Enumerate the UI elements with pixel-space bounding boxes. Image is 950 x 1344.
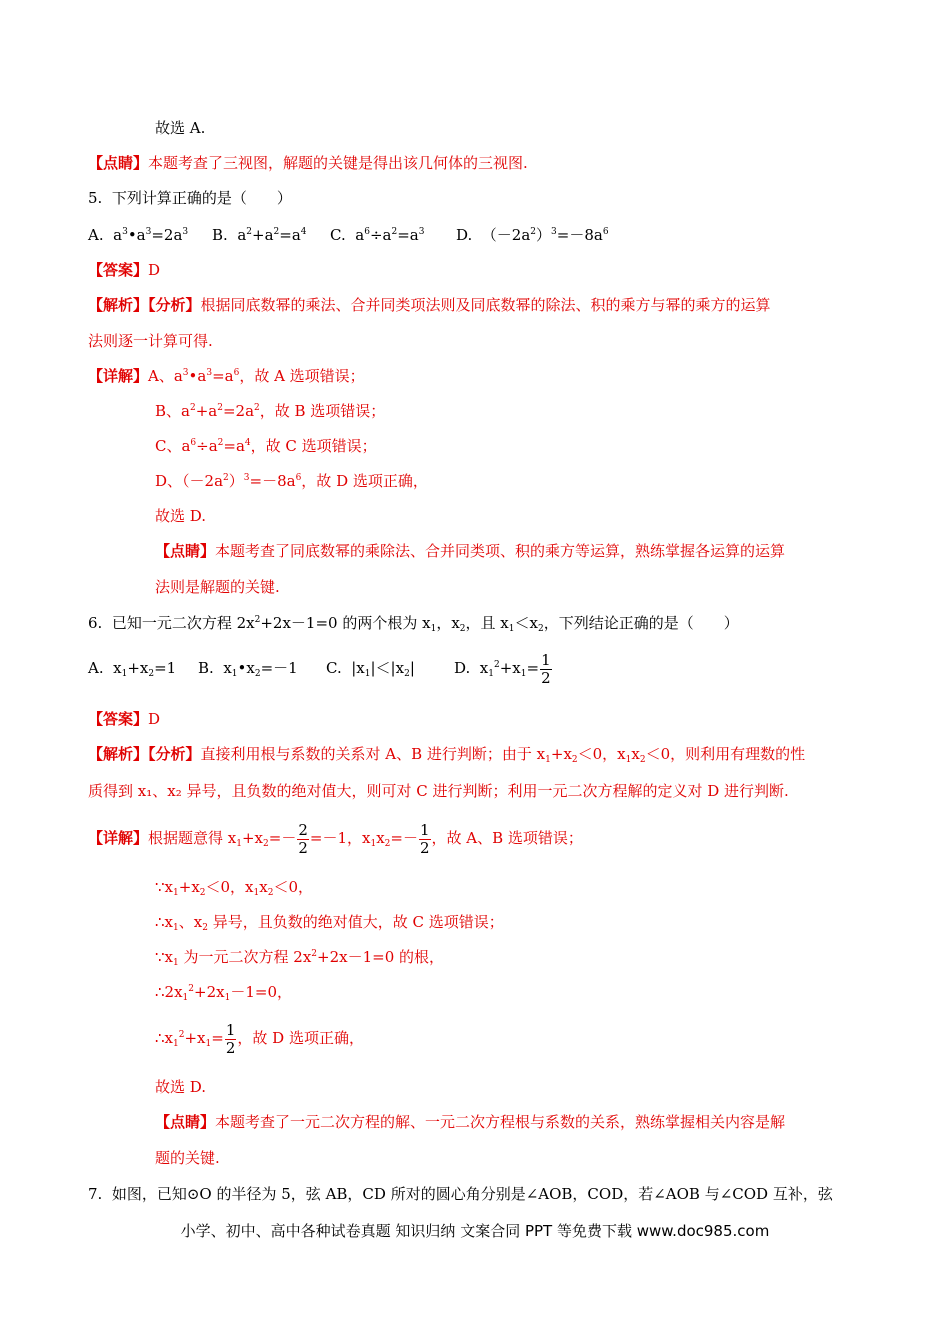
- q6-detail-1: [88, 820, 583, 857]
- option-b: B. $x_1•x_2=-1$: [198, 659, 298, 679]
- analysis-label: 【解析】【分析】: [88, 745, 201, 763]
- tip-text: 本题考查了一元二次方程的解、一元二次方程根与系数的关系，熟练掌握相关内容是解: [215, 1113, 786, 1131]
- option-a: A. $x_1+x_2=1$: [88, 659, 177, 679]
- question-text: 如图，已知⊙O 的半径为 5，弦 AB，CD 所对的圆心角分别是∠AOB，COD，若∠AOB 与∠COD 互补，弦: [111, 1185, 833, 1203]
- option-c: C. $|x_1|<|x_2|$: [326, 659, 415, 679]
- q6-stem: 6. 已知一元二次方程 $2x^2+2x-1=0$ 的两个根为 $x_1$，$x_2$，且 $x_1<x_2$，下列结论正确的是（ ）: [88, 614, 739, 634]
- tip-text: 本题考查了同底数幂的乘除法、合并同类项、积的乘方等运算，熟练掌握各运算的运算: [215, 542, 786, 560]
- prev-tip: [88, 153, 528, 173]
- q5-detail-d: D、$(-2a^2)^3=-8a^6$，故 D 选项正确，: [155, 472, 428, 490]
- question-number: 6.: [88, 614, 103, 632]
- question-text: 下列计算正确的是（ ）: [111, 189, 292, 207]
- q5-answer: [88, 260, 160, 280]
- page-footer: 小学、初中、高中各种试卷真题 知识归纳 文案合同 PPT 等免费下载 www.doc985.com: [180, 1222, 770, 1240]
- answer-label: 【答案】: [88, 710, 149, 728]
- q6-tip-cont: 题的关键.: [155, 1149, 220, 1167]
- question-number: 5.: [88, 189, 103, 207]
- answer-value: D: [148, 261, 161, 279]
- q6-detail-5: $\therefore 2x_1^2+2x_1-1=0$，: [155, 983, 292, 1003]
- q5-detail-a: [88, 366, 365, 386]
- fraction: $\frac{1}{2}$: [225, 1020, 236, 1057]
- option-d: D. $x_1^2+x_1=$ $\frac{1}{2}$: [454, 650, 551, 687]
- fraction: $\frac{2}{2}$: [298, 820, 308, 857]
- prev-conclusion: 故选 A.: [155, 119, 206, 137]
- q6-detail-4: $\because x_1$ 为一元二次方程 $2x^2+2x-1=0$ 的根，: [155, 948, 445, 968]
- q6-answer: [88, 709, 160, 729]
- q5-tip: [155, 541, 785, 561]
- option-c: C. $a^6\div a^2=a^3$: [330, 226, 425, 244]
- tip-text: 本题考查了三视图，解题的关键是得出该几何体的三视图.: [148, 154, 528, 172]
- detail-a-text: A、$a^3•a^3=a^6$，故 A 选项错误；: [148, 367, 365, 385]
- option-d: D. $(-2a^2)^3=-8a^6$: [456, 226, 609, 244]
- fraction: $\frac{1}{2}$: [541, 650, 551, 687]
- q7-stem: [88, 1184, 833, 1204]
- q6-detail-3: $\therefore x_1$、$x_2$ 异号，且负数的绝对值大，故 C 选项错误；: [155, 913, 504, 933]
- q5-detail-b: B、$a^2+a^2=2a^2$，故 B 选项错误；: [155, 402, 386, 420]
- q6-tip: [155, 1112, 785, 1132]
- answer-label: 【答案】: [88, 261, 149, 279]
- q5-tip-cont: 法则是解题的关键.: [155, 578, 280, 596]
- detail-label: 【详解】: [88, 829, 149, 847]
- q6-analysis-cont: 质得到 x₁、x₂ 异号，且负数的绝对值大，则可对 C 进行判断；利用一元二次方程解的定义对 D 进行判断.: [88, 782, 789, 800]
- option-a: A. $a^3•a^3=2a^3$: [88, 226, 189, 244]
- tip-label: 【点睛】: [88, 154, 149, 172]
- q5-stem: [88, 188, 292, 208]
- q5-detail-c: C、$a^6\div a^2=a^4$，故 C 选项错误；: [155, 437, 377, 455]
- q5-analysis-cont: 法则逐一计算可得.: [88, 332, 213, 350]
- q6-analysis: [88, 744, 805, 764]
- q6-options: [88, 650, 553, 687]
- analysis-text: 根据同底数幂的乘法、合并同类项法则及同底数幂的除法、积的乘方与幂的乘方的运算: [200, 296, 771, 314]
- q5-analysis: [88, 295, 771, 315]
- detail-text: 根据题意得 $x_1+x_2=-$ $\frac{2}{2}$ =－1，$x_1x_2=-$ $\frac{1}{2}$ ，故 A、B 选项错误；: [148, 820, 583, 857]
- q6-detail-6: $\therefore x_1^2+x_1=$ $\frac{1}{2}$ ，故 D 选项正确，: [155, 1020, 364, 1057]
- fraction: $\frac{1}{2}$: [419, 820, 430, 857]
- q6-detail-2: $\because x_1+x_2<0$，$x_1x_2<0$，: [155, 878, 314, 898]
- q6-conclusion: 故选 D.: [155, 1078, 207, 1096]
- detail-label: 【详解】: [88, 367, 149, 385]
- q5-conclusion: 故选 D.: [155, 507, 207, 525]
- option-b: B. $a^2+a^2=a^4$: [212, 226, 307, 244]
- analysis-text: 直接利用根与系数的关系对 A、B 进行判断；由于 $x_1+x_2<0$，$x_1x_2<0$，则利用有理数的性: [200, 745, 806, 765]
- tip-label: 【点睛】: [155, 1113, 216, 1131]
- question-number: 7.: [88, 1185, 103, 1203]
- answer-value: D: [148, 710, 161, 728]
- analysis-label: 【解析】【分析】: [88, 296, 201, 314]
- tip-label: 【点睛】: [155, 542, 216, 560]
- q5-options: [88, 225, 609, 245]
